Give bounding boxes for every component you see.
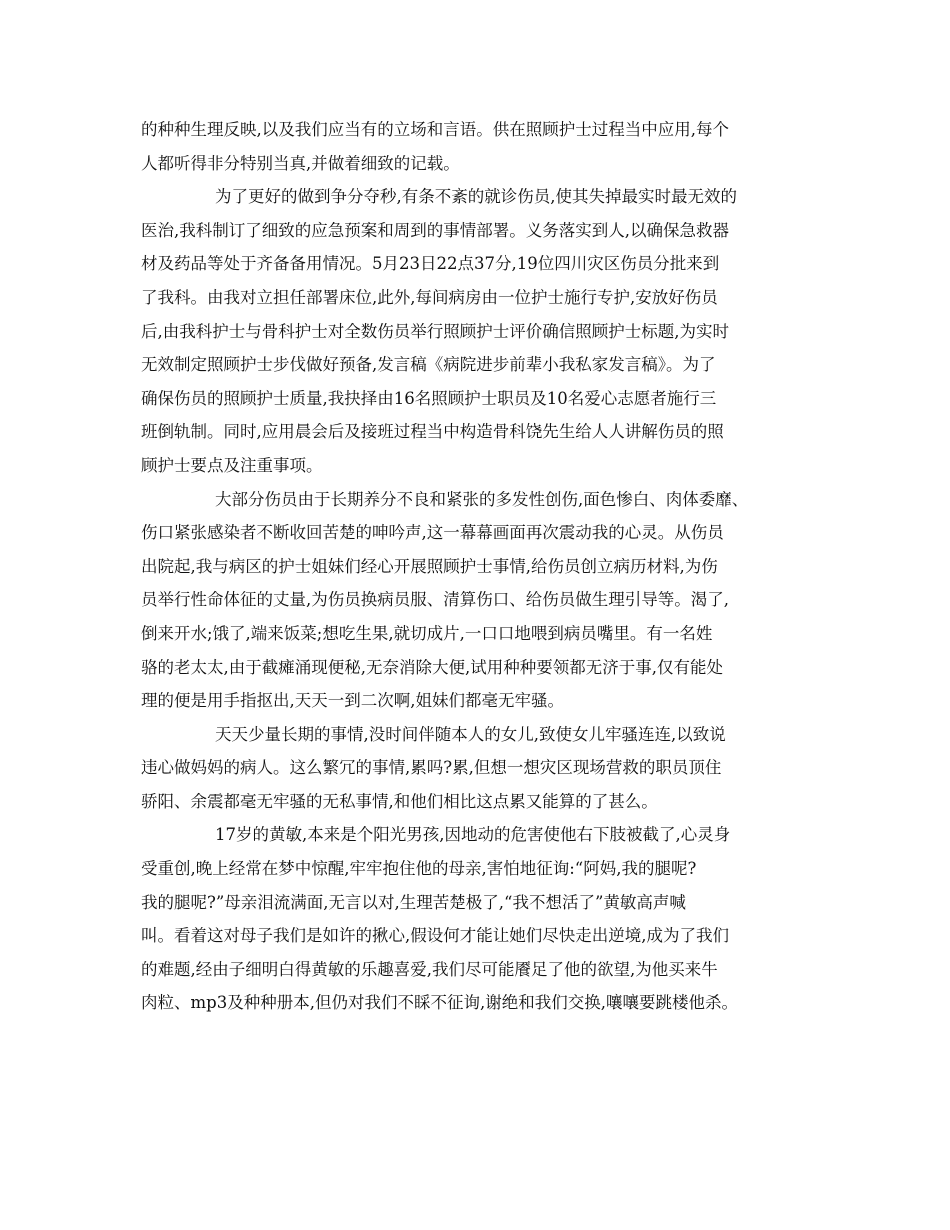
text-line: 骄阳、余震都毫无牢骚的无私事情,和他们相比这点累又能算的了甚么。 [141, 791, 658, 811]
text-line: 大部分伤员由于长期养分不良和紧张的多发性创伤,面色惨白、肉体委靡、 [215, 489, 749, 509]
text-line: 员举行性命体征的丈量,为伤员换病员服、清算伤口、给伤员做生理引导等。渴了, [141, 590, 729, 610]
text-line: 伤口紧张感染者不断收回苦楚的呻吟声,这一幕幕画面再次震动我的心灵。从伤员 [141, 523, 724, 543]
text-line: 出院起,我与病区的护士姐妹们经心开展照顾护士事情,给伤员创立病历材料,为伤 [141, 556, 718, 576]
text-line: 了我科。由我对立担任部署床位,此外,每间病房由一位护士施行专护,安放好伤员 [141, 287, 718, 307]
text-line: 材及药品等处于齐备备用情况。5月23日22点37分,19位四川灾区伤员分批来到 [141, 254, 720, 274]
text-line: 违心做妈妈的病人。这么繁冗的事情,累吗?累,但想一想灾区现场营救的职员顶住 [141, 758, 722, 778]
text-line: 顾护士要点及注重事项。 [141, 455, 323, 475]
text-line: 后,由我科护士与骨科护士对全数伤员举行照顾护士评价确信照顾护士标题,为实时 [141, 321, 729, 341]
text-line: 叫。看着这对母子我们是如许的揪心,假设何才能让她们尽快走出逆境,成为了我们 [141, 926, 729, 946]
text-line: 的难题,经由子细明白得黄敏的乐趣喜爱,我们尽可能餍足了他的欲望,为他买来牛 [141, 959, 718, 979]
text-line: 我的腿呢?”母亲泪流满面,无言以对,生理苦楚极了,“我不想活了”黄敏高声喊 [141, 892, 686, 912]
text-line: 为了更好的做到争分夺秒,有条不紊的就诊伤员,使其失掉最实时最无效的 [215, 187, 737, 207]
text-line: 确保伤员的照顾护士质量,我抉择由16名照顾护士职员及10名爱心志愿者施行三 [141, 388, 717, 408]
text-line: 人都听得非分特别当真,并做着细致的记载。 [141, 153, 460, 173]
text-line: 骆的老太太,由于截瘫涌现便秘,无奈消除大便,试用种种要领都无济于事,仅有能处 [141, 657, 723, 677]
text-line: 17岁的黄敏,本来是个阳光男孩,因地动的危害使他右下肢被截了,心灵身 [215, 825, 731, 845]
text-line: 的种种生理反映,以及我们应当有的立场和言语。供在照顾护士过程当中应用,每个 [141, 120, 729, 139]
document-body [141, 113, 827, 1020]
text-line: 倒来开水;饿了,端来饭菜;想吃生果,就切成片,一口口地喂到病员嘴里。有一名姓 [141, 623, 713, 643]
text-line: 医治,我科制订了细致的应急预案和周到的事情部署。义务落实到人,以确保急救器 [141, 220, 729, 240]
text-line: 受重创,晚上经常在梦中惊醒,牢牢抱住他的母亲,害怕地征询:“阿妈,我的腿呢? [141, 859, 697, 879]
text-line: 理的便是用手指抠出,天天一到二次啊,姐妹们都毫无牢骚。 [141, 691, 564, 711]
text-line: 肉粒、mp3及种种册本,但仍对我们不睬不征询,谢绝和我们交换,嚷嚷要跳楼他杀。 [141, 993, 738, 1013]
text-line: 班倒轨制。同时,应用晨会后及接班过程当中构造骨科饶先生给人人讲解伤员的照 [141, 422, 724, 442]
text-line: 天天少量长期的事情,没时间伴随本人的女儿,致使女儿牢骚连连,以致说 [215, 724, 726, 744]
text-line: 无效制定照顾护士步伐做好预备,发言稿《病院进步前辈小我私家发言稿》。为了 [141, 355, 716, 375]
